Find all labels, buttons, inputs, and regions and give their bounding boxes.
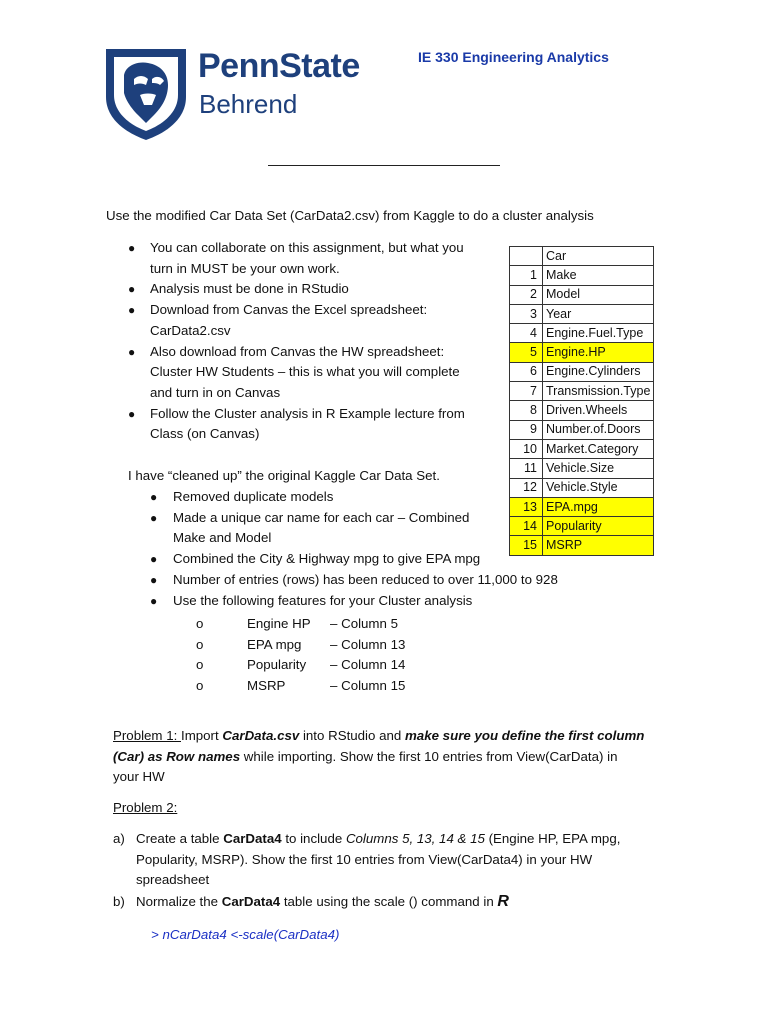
- table-row: [510, 382, 654, 401]
- feature-list: [196, 614, 456, 697]
- column-name: Make: [543, 266, 654, 285]
- requirements-list: [130, 238, 490, 445]
- table-row: [510, 517, 654, 536]
- list-item: ● You can collaborate on this assignment, but what you turn in MUST be your own work.: [128, 240, 464, 276]
- row-number: 14: [510, 517, 543, 536]
- car-columns-table: [509, 246, 654, 556]
- r-code-line: > nCarData4 <-scale(CarData4): [151, 927, 340, 942]
- list-item: ● Also download from Canvas the HW spreadsheet: Cluster HW Students – this is what you will complete and turn in on Canvas: [128, 343, 460, 400]
- row-number: 3: [510, 304, 543, 323]
- intro-text: Use the modified Car Data Set (CarData2.csv) from Kaggle to do a cluster analysis: [106, 208, 594, 223]
- column-name: MSRP: [543, 536, 654, 555]
- row-number: 10: [510, 439, 543, 458]
- course-title: IE 330 Engineering Analytics: [418, 49, 609, 65]
- title-rule: [268, 165, 500, 166]
- column-name: Engine.HP: [543, 343, 654, 362]
- problem-2-label: Problem 2:: [113, 800, 178, 815]
- row-number: 5: [510, 343, 543, 362]
- table-row: [510, 536, 654, 555]
- list-item: ● Use the following features for your Cluster analysis: [150, 592, 473, 608]
- column-name: Engine.Fuel.Type: [543, 324, 654, 343]
- pennstate-behrend-logo: [104, 45, 384, 145]
- column-name: Transmission.Type: [543, 382, 654, 401]
- table-row: [510, 497, 654, 516]
- list-item: ● Removed duplicate models: [150, 489, 334, 504]
- feature-row: o MSRP – Column 15: [196, 678, 406, 694]
- list-item: ● Number of entries (rows) has been reduced to over 11,000 to 928: [150, 571, 558, 587]
- row-number: 1: [510, 266, 543, 285]
- row-number: 15: [510, 536, 543, 555]
- row-number: 4: [510, 324, 543, 343]
- problem-1-label: Problem 1:: [113, 728, 181, 743]
- column-name: Popularity: [543, 517, 654, 536]
- row-number: 11: [510, 459, 543, 478]
- table-row: [510, 266, 654, 285]
- list-item: ● Follow the Cluster analysis in R Example lecture from Class (on Canvas): [128, 405, 465, 442]
- list-item: ● Made a unique car name for each car – Combined Make and Model: [150, 509, 470, 546]
- row-number: 7: [510, 382, 543, 401]
- list-item: ● Analysis must be done in RStudio: [128, 281, 349, 297]
- feature-row: o Engine HP – Column 5: [196, 616, 398, 631]
- table-row: [510, 459, 654, 478]
- table-header: Car: [543, 247, 654, 266]
- column-name: Number.of.Doors: [543, 420, 654, 439]
- table-row: [510, 362, 654, 381]
- table-row: [510, 401, 654, 420]
- problem-1: Problem 1: Import CarData.csv into RStudio and make sure you define the first column (Car) as Row names while importing. Show the first 10 entries from View(CarData) in your HW: [113, 728, 645, 785]
- column-name: Driven.Wheels: [543, 401, 654, 420]
- row-number: 8: [510, 401, 543, 420]
- row-number: 12: [510, 478, 543, 497]
- table-row: [510, 285, 654, 304]
- nittany-lion-shield-icon: [104, 45, 188, 141]
- column-name: Year: [543, 304, 654, 323]
- feature-row: o EPA mpg – Column 13: [196, 636, 406, 652]
- feature-row: o Popularity – Column 14: [196, 657, 406, 673]
- row-number: 9: [510, 420, 543, 439]
- list-item: ● Download from Canvas the Excel spreadsheet: CarData2.csv: [128, 302, 428, 338]
- row-number: 2: [510, 285, 543, 304]
- table-row: [510, 304, 654, 323]
- table-row: [510, 439, 654, 458]
- list-item: ● Combined the City & Highway mpg to give EPA mpg: [150, 551, 481, 567]
- table-row: [510, 343, 654, 362]
- table-row: [510, 420, 654, 439]
- problem-2b: b) Normalize the CarData4 table using the scale () command in R: [113, 893, 509, 910]
- logo-wordmark: PennState: [198, 47, 360, 85]
- column-name: Market.Category: [543, 439, 654, 458]
- cleaned-intro: I have “cleaned up” the original Kaggle Car Data Set.: [128, 468, 440, 483]
- problem-2a: a) Create a table CarData4 to include Columns 5, 13, 14 & 15 (Engine HP, EPA mpg, Popularity, MSRP). Show the first 10 entries from View(CarData4) in your HW spreadsheet: [113, 831, 621, 888]
- table-header-row: [510, 247, 654, 266]
- row-number: 6: [510, 362, 543, 381]
- row-number: 13: [510, 497, 543, 516]
- column-name: Model: [543, 285, 654, 304]
- logo-campus: Behrend: [199, 89, 298, 119]
- column-name: EPA.mpg: [543, 497, 654, 516]
- table-row: [510, 324, 654, 343]
- column-name: Engine.Cylinders: [543, 362, 654, 381]
- column-name: Vehicle.Style: [543, 478, 654, 497]
- table-row: [510, 478, 654, 497]
- column-name: Vehicle.Size: [543, 459, 654, 478]
